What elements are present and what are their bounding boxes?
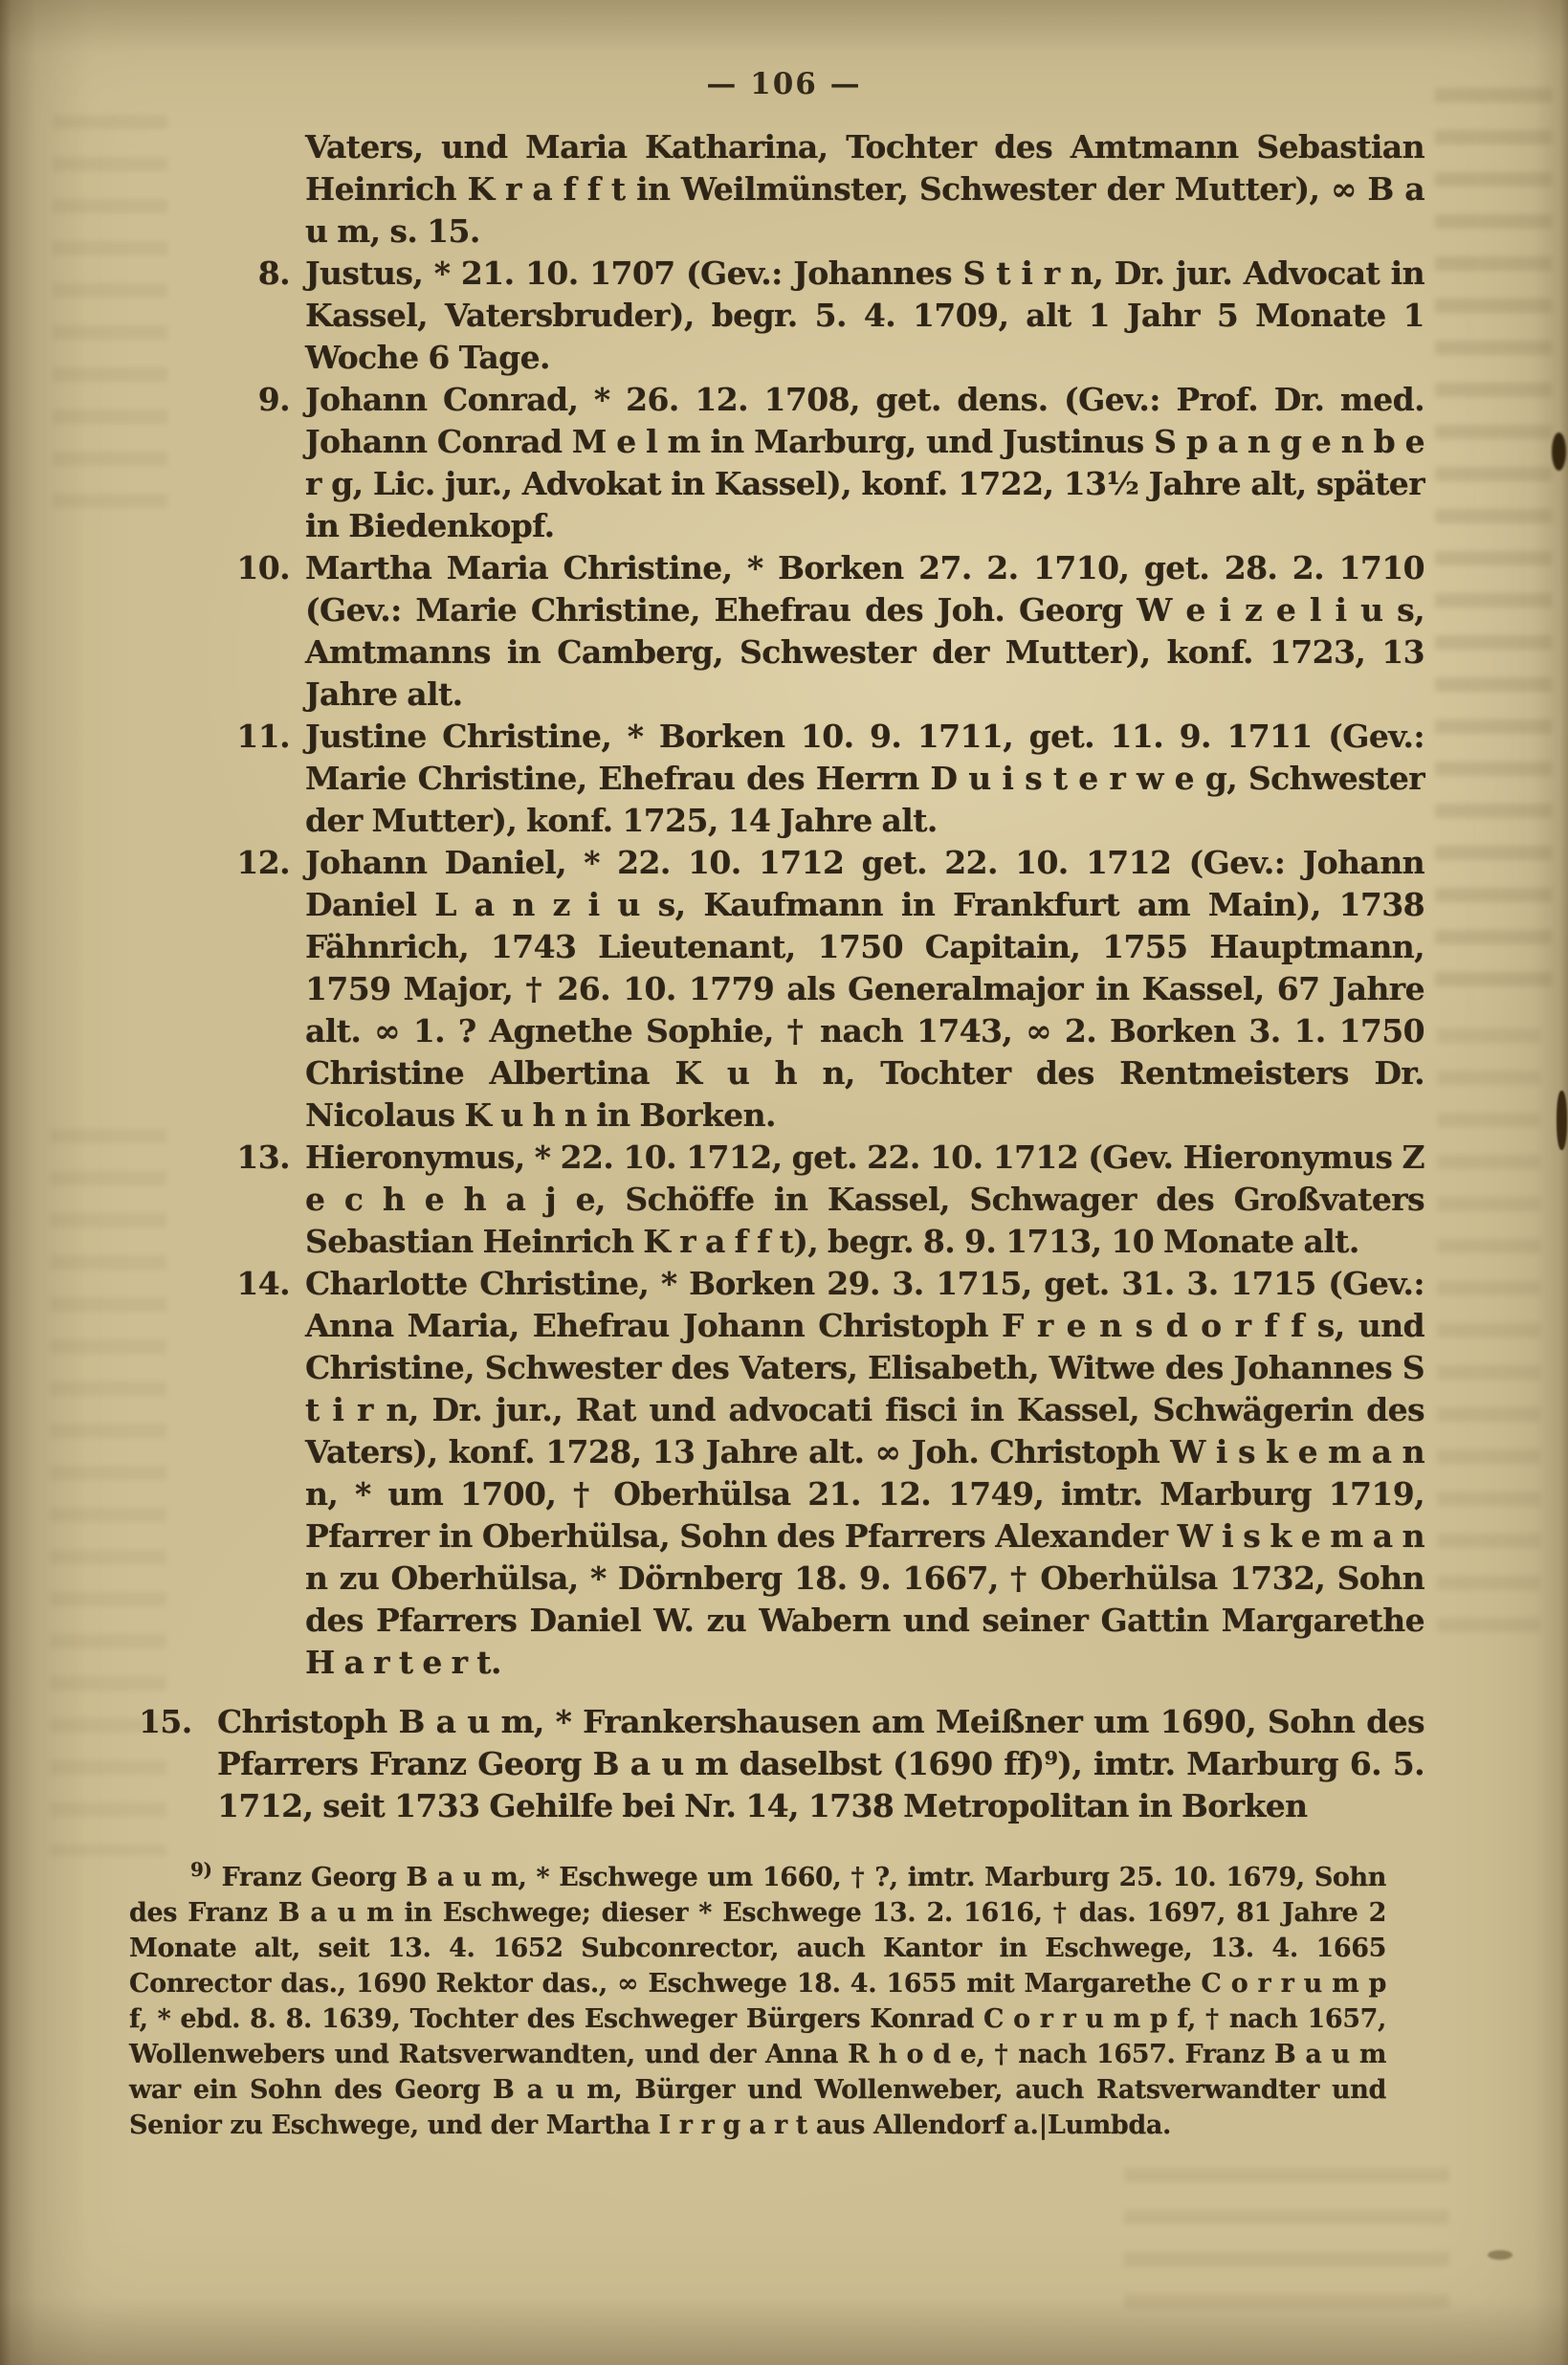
entry-15 xyxy=(139,1701,1424,1827)
entry-text: Justine Christine, * Borken 10. 9. 1711, get. 11. 9. 1711 (Gev.: Marie Christine, Ehefrau des Herrn D u i s t e r w e g, Schwester der Mutter), konf. 1725, 14 Jahre alt. xyxy=(305,718,1424,839)
entry-number: 9. xyxy=(257,381,290,418)
text-block xyxy=(0,126,1568,1827)
entry-8 xyxy=(227,253,1424,379)
entry-12 xyxy=(227,842,1424,1137)
entry-11 xyxy=(227,716,1424,842)
entry-text: Christoph B a u m, * Frankershausen am Meißner um 1690, Sohn des Pfarrers Franz Georg B a u m daselbst (1690 ff)⁹), imtr. Marburg 6. 5. 1712, seit 1733 Gehilfe bei Nr. 14, 1738 Metropolitan in Borken xyxy=(217,1703,1424,1824)
entry-number: 13. xyxy=(236,1138,290,1176)
entry-number: 8. xyxy=(257,254,290,292)
entry-number: 11. xyxy=(236,718,290,755)
entry-number: 15. xyxy=(139,1703,192,1740)
entry-14 xyxy=(227,1263,1424,1684)
entry-text: Martha Maria Christine, * Borken 27. 2. 1710, get. 28. 2. 1710 (Gev.: Marie Christine, Ehefrau des Joh. Georg W e i z e l i u s, Amtmanns in Camberg, Schwester der Mutter), konf. 1723, 13 Jahre alt. xyxy=(305,549,1424,713)
entry-13 xyxy=(227,1137,1424,1263)
page-number: — 106 — xyxy=(706,67,862,101)
footnote xyxy=(129,1860,1386,2143)
entry-text: Johann Conrad, * 26. 12. 1708, get. dens. (Gev.: Prof. Dr. med. Johann Conrad M e l m in Marburg, und Justinus S p a n g e n b e r g, Lic. jur., Advokat in Kassel), konf. 1722, 13½ Jahre alt, später in Biedenkopf. xyxy=(305,381,1424,544)
paragraph-continuation xyxy=(305,126,1424,253)
entry-number: 12. xyxy=(236,844,290,881)
entry-text: Charlotte Christine, * Borken 29. 3. 1715, get. 31. 3. 1715 (Gev.: Anna Maria, Ehefrau Johann Christoph F r e n s d o r f f s, und Christine, Schwester des Vaters, Elisabeth, Witwe des Johannes S t i r n, Dr. jur., Rat und advocati fisci in Kassel, Schwägerin des Vaters), konf. 1728, 13 Jahre alt. ∞ Joh. Christoph W i s k e m a n n, * um 1700, † Oberhülsa 21. 12. 1749, imtr. Marburg 1719, Pfarrer in Oberhülsa, Sohn des Pfarrers Alexander W i s k e m a n n zu Oberhülsa, * Dörnberg 18. 9. 1667, † Oberhülsa 1732, Sohn des Pfarrers Daniel W. zu Wabern und seiner Gattin Margarethe H a r t e r t. xyxy=(305,1265,1424,1681)
bleedthrough-ghost xyxy=(1124,2168,1449,2331)
entry-number: 10. xyxy=(236,549,290,586)
ink-spot xyxy=(1557,1091,1567,1150)
entry-text: Vaters, und Maria Katharina, Tochter des Amtmann Sebastian Heinrich K r a f f t in Weilmünster, Schwester der Mutter), ∞ B a u m, s. 15. xyxy=(305,128,1424,250)
ink-spot xyxy=(1552,432,1566,471)
footnote-marker: 9) xyxy=(190,1858,212,1881)
footnote-text: Franz Georg B a u m, * Eschwege um 1660, † ?, imtr. Marburg 25. 10. 1679, Sohn des Franz B a u m in Eschwege; dieser * Eschwege 13. 2. 1616, † das. 1697, 81 Jahre 2 Monate alt, seit 13. 4. 1652 Subconrector, auch Kantor in Eschwege, 13. 4. 1665 Conrector das., 1690 Rektor das., ∞ Eschwege 18. 4. 1655 mit Margarethe C o r r u m p f, * ebd. 8. 8. 1639, Tochter des Eschweger Bürgers Konrad C o r r u m p f, † nach 1657, Wollenwebers und Ratsverwandten, und der Anna R h o d e, † nach 1657. Franz B a u m war ein Sohn des Georg B a u m, Bürger und Wollenweber, auch Ratsverwandter und Senior zu Eschwege, und der Martha I r r g a r t aus Allendorf a.|Lumbda. xyxy=(129,1863,1387,2140)
entry-number: 14. xyxy=(236,1265,290,1302)
entry-text: Hieronymus, * 22. 10. 1712, get. 22. 10. 1712 (Gev. Hieronymus Z e c h e h a j e, Schöffe in Kassel, Schwager des Großvaters Sebastian Heinrich K r a f f t), begr. 8. 9. 1713, 10 Monate alt. xyxy=(305,1138,1424,1260)
ink-spot xyxy=(1488,2250,1513,2260)
entry-text: Justus, * 21. 10. 1707 (Gev.: Johannes S t i r n, Dr. jur. Advocat in Kassel, Vatersbruder), begr. 5. 4. 1709, alt 1 Jahr 5 Monate 1 Woche 6 Tage. xyxy=(305,254,1424,376)
entry-text: Johann Daniel, * 22. 10. 1712 get. 22. 10. 1712 (Gev.: Johann Daniel L a n z i u s, Kaufmann in Frankfurt am Main), 1738 Fähnrich, 1743 Lieutenant, 1750 Capitain, 1755 Hauptmann, 1759 Major, † 26. 10. 1779 als Generalmajor in Kassel, 67 Jahre alt. ∞ 1. ? Agnethe Sophie, † nach 1743, ∞ 2. Borken 3. 1. 1750 Christine Albertina K u h n, Tochter des Rentmeisters Dr. Nicolaus K u h n in Borken. xyxy=(305,844,1424,1134)
entry-9 xyxy=(227,379,1424,547)
entry-10 xyxy=(227,547,1424,716)
